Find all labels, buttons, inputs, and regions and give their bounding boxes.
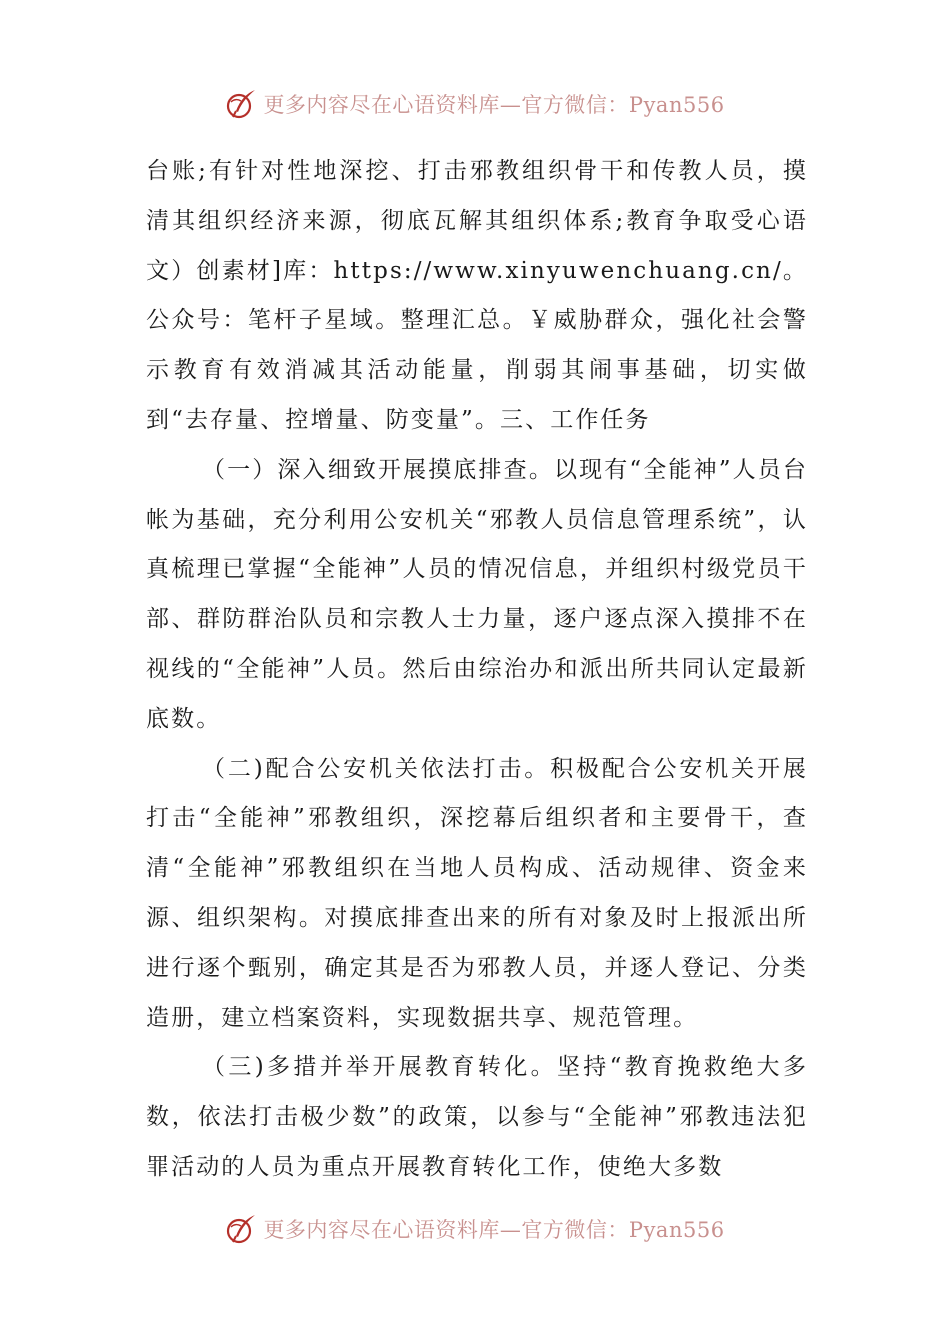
footer-banner: [0, 1209, 950, 1249]
header-banner-text: 更多内容尽在心语资料库—官方微信：Pyan556: [263, 93, 725, 117]
quill-logo-icon: [225, 87, 259, 121]
footer-banner-text: 更多内容尽在心语资料库—官方微信：Pyan556: [263, 1218, 725, 1242]
header-banner: [0, 84, 950, 124]
paragraph-4: （三)多措并举开展教育转化。坚持“教育挽救绝大多数，依法打击极少数”的政策，以参与“全能神”邪教违法犯罪活动的人员为重点开展教育转化工作，使绝大多数: [146, 1054, 808, 1180]
paragraph-1: 台账;有针对性地深挖、打击邪教组织骨干和传教人员，摸清其组织经济来源，彻底瓦解其组织体系;教育争取受心语文）创素材]库：https://www.xinyuwenchuang.cn/。公众号：笔杆子星域。整理汇总。￥威胁群众，强化社会警示教育有效消减其活动能量，削弱其闹事基础，切实做到“去存量、控增量、防变量”。三、工作任务: [146, 158, 808, 433]
quill-logo-icon: [225, 1212, 259, 1246]
document-body: [146, 147, 808, 1193]
paragraph-3: （二)配合公安机关依法打击。积极配合公安机关开展打击“全能神”邪教组织，深挖幕后组织者和主要骨干，查清“全能神”邪教组织在当地人员构成、活动规律、资金来源、组织架构。对摸底排查出来的所有对象及时上报派出所进行逐个甄别，确定其是否为邪教人员，并逐人登记、分类造册，建立档案资料，实现数据共享、规范管理。: [146, 755, 808, 1031]
paragraph-2: （一）深入细致开展摸底排查。以现有“全能神”人员台帐为基础，充分利用公安机关“邪教人员信息管理系统”，认真梳理已掌握“全能神”人员的情况信息，并组织村级党员干部、群防群治队员和宗教人士力量，逐户逐点深入摸排不在视线的“全能神”人员。然后由综治办和派出所共同认定最新底数。: [146, 456, 808, 732]
